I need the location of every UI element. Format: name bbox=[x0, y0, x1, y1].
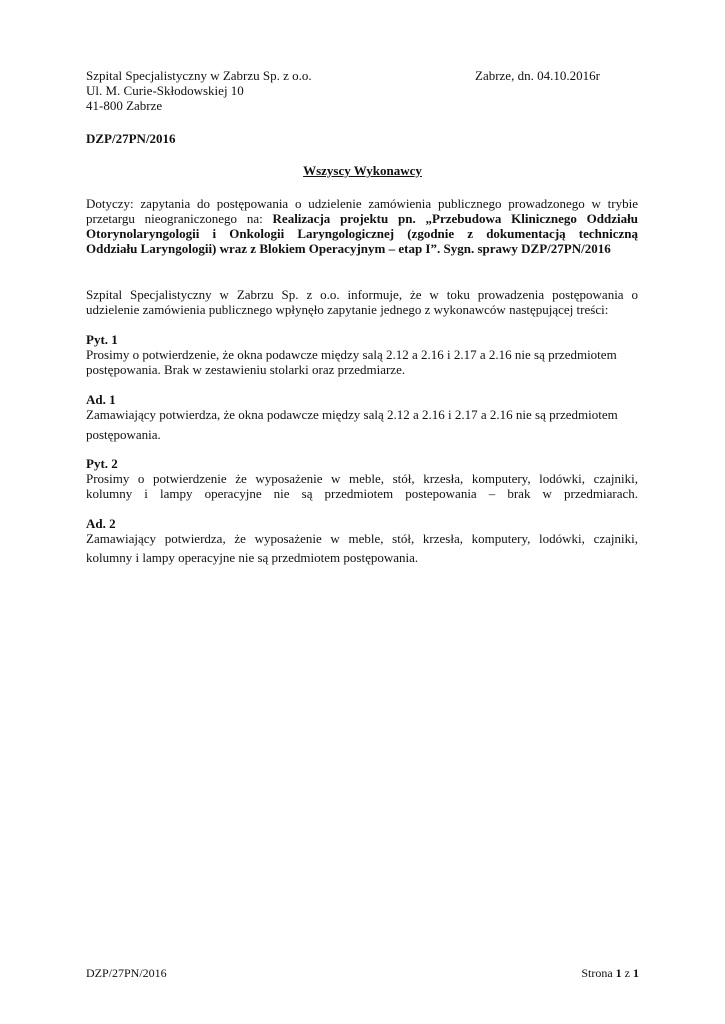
intro-paragraph bbox=[86, 287, 638, 317]
footer-page-current: 1 bbox=[615, 966, 622, 980]
answer-1-line-2: postępowania. bbox=[86, 427, 161, 442]
answer-1-heading: Ad. 1 bbox=[86, 392, 116, 407]
subject-line-3: Otorynolaryngologii i Onkologii Laryngologicznej (zgodnie z dokumentacją techniczną bbox=[86, 226, 638, 241]
sender-name: Szpital Specjalistyczny w Zabrzu Sp. z o.o. bbox=[86, 68, 312, 83]
question-2-line-2: kolumny i lampy operacyjne nie są przedmiotem postepowania – brak w przedmiarach. bbox=[86, 486, 638, 501]
addressee-heading: Wszyscy Wykonawcy bbox=[303, 163, 422, 178]
footer-case-number: DZP/27PN/2016 bbox=[86, 966, 167, 980]
question-2-heading: Pyt. 2 bbox=[86, 456, 118, 471]
subject-line-2 bbox=[86, 211, 638, 226]
answer-1 bbox=[86, 392, 638, 442]
subject-line-2-normal: przetargu nieograniczonego na: bbox=[86, 211, 273, 226]
subject-line-2-bold: Realizacja projektu pn. „Przebudowa Klinicznego Oddziału bbox=[272, 211, 638, 226]
question-2-line-1: Prosimy o potwierdzenie że wyposażenie w meble, stół, krzesła, komputery, lodówki, czajniki, bbox=[86, 471, 638, 486]
subject-line-4: Oddziału Laryngologii) wraz z Blokiem Operacyjnym – etap I”. Sygn. sprawy DZP/27PN/2016 bbox=[86, 241, 611, 256]
answer-2-line-1: Zamawiający potwierdza, że wyposażenie w meble, stół, krzesła, komputery, lodówki, czajniki, bbox=[86, 531, 638, 546]
sender-address bbox=[86, 68, 312, 113]
subject-paragraph bbox=[86, 196, 638, 256]
sender-street: Ul. M. Curie-Skłodowskiej 10 bbox=[86, 83, 244, 98]
case-number: DZP/27PN/2016 bbox=[86, 131, 176, 146]
intro-line-1: Szpital Specjalistyczny w Zabrzu Sp. z o.o. informuje, że w toku prowadzenia postępowania o bbox=[86, 287, 638, 302]
sender-city: 41-800 Zabrze bbox=[86, 98, 163, 113]
footer-page-prefix: Strona bbox=[581, 966, 616, 980]
question-1-line-2: postępowania. Brak w zestawieniu stolarki oraz przedmiarze. bbox=[86, 362, 406, 377]
question-1-line-1: Prosimy o potwierdzenie, że okna podawcze między salą 2.12 a 2.16 i 2.17 a 2.16 nie są przedmiotem bbox=[86, 347, 617, 362]
footer-page-number bbox=[581, 966, 639, 981]
place-date: Zabrze, dn. 04.10.2016r bbox=[475, 68, 600, 83]
intro-line-2: udzielenie zamówienia publicznego wpłynęło zapytanie jednego z wykonawców następującej treści: bbox=[86, 302, 609, 317]
question-1 bbox=[86, 332, 638, 377]
question-2 bbox=[86, 456, 638, 501]
answer-2-line-2: kolumny i lampy operacyjne nie są przedmiotem postępowania. bbox=[86, 550, 419, 565]
footer-page-total: 1 bbox=[633, 966, 639, 980]
footer-page-sep: z bbox=[621, 966, 633, 980]
subject-line-1: Dotyczy: zapytania do postępowania o udzielenie zamówienia publicznego prowadzonego w trybie bbox=[86, 196, 638, 211]
answer-2-heading: Ad. 2 bbox=[86, 516, 116, 531]
answer-2 bbox=[86, 516, 638, 565]
answer-1-line-1: Zamawiający potwierdza, że okna podawcze między salą 2.12 a 2.16 i 2.17 a 2.16 nie są przedmiotem bbox=[86, 407, 618, 422]
question-1-heading: Pyt. 1 bbox=[86, 332, 118, 347]
